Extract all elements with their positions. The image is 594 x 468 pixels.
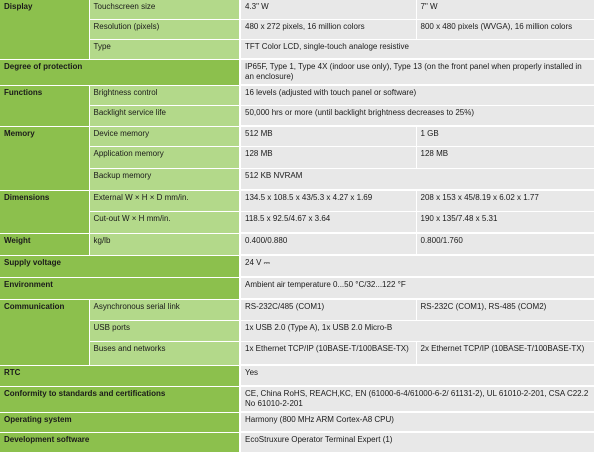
spec-value: RS-232C/485 (COM1) (240, 299, 416, 320)
table-row (0, 299, 594, 320)
table-row (0, 211, 594, 233)
category-rtc: RTC (0, 365, 240, 386)
spec-label: Asynchronous serial link (89, 299, 240, 320)
spec-value: 118.5 x 92.5/4.67 x 3.64 (240, 211, 416, 233)
spec-value: 50,000 hrs or more (until backlight brightness decreases to 25%) (240, 105, 594, 126)
table-row (0, 233, 594, 255)
table-row (0, 168, 594, 190)
table-row (0, 341, 594, 365)
spec-value: 128 MB (416, 146, 594, 168)
category-supply-voltage: Supply voltage (0, 255, 240, 277)
table-row (0, 277, 594, 299)
category-weight: Weight (0, 233, 89, 255)
spec-label: Device memory (89, 126, 240, 146)
spec-value: IP65F, Type 1, Type 4X (indoor use only), Type 13 (on the front panel when properly installed in an enclosure) (240, 59, 594, 85)
spec-label: Application memory (89, 146, 240, 168)
table-row (0, 39, 594, 59)
spec-label: External W × H × D mm/in. (89, 190, 240, 211)
spec-value: 480 x 272 pixels, 16 million colors (240, 19, 416, 39)
spec-value: 190 x 135/7.48 x 5.31 (416, 211, 594, 233)
spec-value: 24 V ⎓ (240, 255, 594, 277)
table-row (0, 85, 594, 105)
spec-value: 512 MB (240, 126, 416, 146)
spec-value: 0.400/0.880 (240, 233, 416, 255)
spec-value: Harmony (800 MHz ARM Cortex-A8 CPU) (240, 412, 594, 432)
table-row (0, 432, 594, 452)
spec-value: 512 KB NVRAM (240, 168, 594, 190)
spec-value: RS-232C (COM1), RS-485 (COM2) (416, 299, 594, 320)
category-communication: Communication (0, 299, 89, 365)
category-operating-system: Operating system (0, 412, 240, 432)
table-row (0, 386, 594, 412)
table-row (0, 146, 594, 168)
category-dimensions: Dimensions (0, 190, 89, 233)
spec-value: 128 MB (240, 146, 416, 168)
spec-label: Resolution (pixels) (89, 19, 240, 39)
spec-label: Touchscreen size (89, 0, 240, 19)
spec-value: 1x Ethernet TCP/IP (10BASE-T/100BASE-TX) (240, 341, 416, 365)
spec-value: 800 x 480 pixels (WVGA), 16 million colors (416, 19, 594, 39)
spec-label: USB ports (89, 320, 240, 341)
spec-value: 7" W (416, 0, 594, 19)
spec-value: 2x Ethernet TCP/IP (10BASE-T/100BASE-TX) (416, 341, 594, 365)
spec-label: Cut-out W × H mm/in. (89, 211, 240, 233)
spec-value: TFT Color LCD, single-touch analoge resistive (240, 39, 594, 59)
spec-value: CE, China RoHS, REACH,KC, EN (61000-6-4/61000-6-2/ 61131-2), UL 61010-2-201, CSA C22.2 No 61010-2-201 (240, 386, 594, 412)
spec-label: Brightness control (89, 85, 240, 105)
spec-label: Backlight service life (89, 105, 240, 126)
category-degree-of-protection: Degree of protection (0, 59, 240, 85)
category-conformity: Conformity to standards and certifications (0, 386, 240, 412)
table-row (0, 365, 594, 386)
table-row (0, 412, 594, 432)
spec-value: 1x USB 2.0 (Type A), 1x USB 2.0 Micro-B (240, 320, 594, 341)
spec-value: 16 levels (adjusted with touch panel or software) (240, 85, 594, 105)
category-environment: Environment (0, 277, 240, 299)
spec-value: 4.3" W (240, 0, 416, 19)
spec-value: Yes (240, 365, 594, 386)
table-row (0, 320, 594, 341)
category-display: Display (0, 0, 89, 59)
category-functions: Functions (0, 85, 89, 126)
spec-value: 134.5 x 108.5 x 43/5.3 x 4.27 x 1.69 (240, 190, 416, 211)
spec-label: Buses and networks (89, 341, 240, 365)
table-row (0, 255, 594, 277)
spec-label: kg/lb (89, 233, 240, 255)
table-row (0, 190, 594, 211)
category-memory: Memory (0, 126, 89, 190)
table-row (0, 105, 594, 126)
spec-value: EcoStruxure Operator Terminal Expert (1) (240, 432, 594, 452)
spec-value: 1 GB (416, 126, 594, 146)
spec-label: Backup memory (89, 168, 240, 190)
table-row (0, 0, 594, 19)
table-row (0, 126, 594, 146)
table-row (0, 59, 594, 85)
table-row (0, 19, 594, 39)
spec-value: 208 x 153 x 45/8.19 x 6.02 x 1.77 (416, 190, 594, 211)
category-development-software: Development software (0, 432, 240, 452)
spec-value: Ambient air temperature 0...50 °C/32...122 °F (240, 277, 594, 299)
spec-label: Type (89, 39, 240, 59)
spec-value: 0.800/1.760 (416, 233, 594, 255)
